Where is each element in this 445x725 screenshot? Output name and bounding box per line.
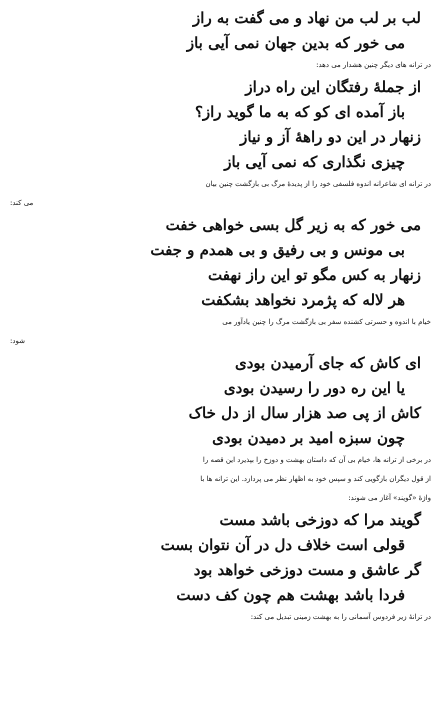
prose-line: در برخی از ترانه ها، خیام بی آن که داستان بهشت و دوزخ را بپذیرد این قصه را — [202, 456, 431, 464]
prose-line: در ترانه ای شاعرانه اندوه فلسفی خود را از پدیدهٔ مرگ بی بازگشت چنین بیان — [205, 180, 431, 188]
prose-line: می کند: — [10, 199, 34, 207]
verse-line: ای کاش که جای آرمیدن بودی — [234, 354, 421, 372]
prose-line: خیام با اندوه و حسرتی کشنده سفر بی بازگشت مرگ را چنین یادآور می — [222, 318, 431, 326]
verse-line: بی مونس و بی رفیق و بی همدم و جفت — [150, 241, 405, 259]
prose-line: در ترانه های دیگر چنین هشدار می دهد: — [316, 61, 431, 69]
verse-line: از جملهٔ رفتگان این راه دراز — [245, 78, 421, 96]
verse-line: لب بر لب من نهاد و می گفت به راز — [193, 9, 421, 27]
prose-line: از قول دیگران بازگویی کند و سپس خود به اظهار نظر می پردازد. این ترانه ها با — [200, 475, 431, 483]
verse-line: باز آمده ای کو که به ما گوید راز؟ — [194, 103, 405, 121]
verse-line: چیزی نگذاری که نمی آیی باز — [224, 153, 405, 171]
verse-line: فردا باشد بهشت هم چون کف دست — [176, 586, 405, 604]
verse-line: هر لاله که پژمرد نخواهد بشکفت — [201, 291, 405, 309]
prose-line: شود: — [10, 337, 25, 345]
prose-line: واژهٔ «گویند» آغاز می شوند: — [348, 494, 431, 502]
verse-line: زنهار در این دو راههٔ آز و نیاز — [240, 128, 421, 146]
verse-line: قولی است خلاف دل در آن نتوان بست — [160, 536, 405, 554]
verse-line: می خور که بدین جهان نمی آیی باز — [186, 34, 405, 52]
verse-line: یا این ره دور را رسیدن بودی — [223, 379, 405, 397]
verse-line: چون سبزه امید بر دمیدن بودی — [212, 429, 405, 447]
verse-line: زنهار به کس مگو تو این راز نهفت — [208, 266, 421, 284]
verse-line: گر عاشق و مست دوزخی خواهد بود — [193, 561, 421, 579]
verse-line: می خور که به زیر گل بسی خواهی خفت — [165, 216, 421, 234]
verse-line: کاش از پی صد هزار سال از دل خاک — [188, 404, 421, 422]
verse-line: گویند مرا که دوزخی باشد مست — [219, 511, 421, 529]
prose-line: در ترانهٔ زیر فردوس آسمانی را به بهشت زمینی تبدیل می کند: — [250, 613, 431, 621]
